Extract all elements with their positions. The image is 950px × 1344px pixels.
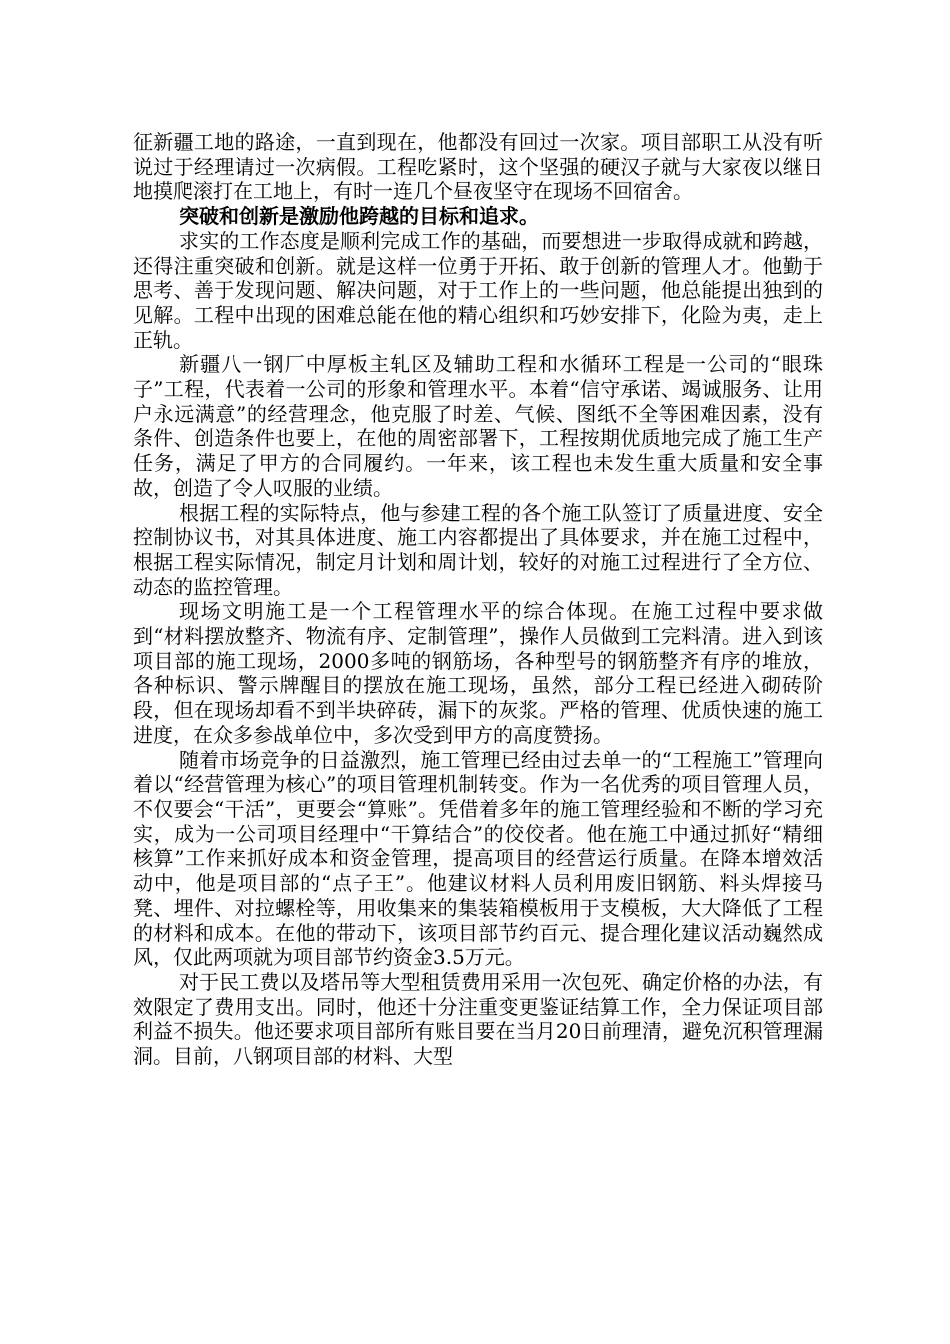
paragraph-3: 新疆八一钢厂中厚板主轧区及辅助工程和水循环工程是一公司的“眼珠子”工程，代表着一公司的形象和管理水平。本着“信守承诺、竭诚服务、让用户永远满意”的经营理念，他克服了时差、气候、图纸不全等困难因素，没有条件、创造条件也要上，在他的周密部署下，工程按期优质地完成了施工生产任务，满足了甲方的合同履约。一年来，该工程也未发生重大质量和安全事故，创造了令人叹服的业绩。 [133,352,823,500]
paragraph-2: 求实的工作态度是顺利完成工作的基础，而要想进一步取得成就和跨越，还得注重突破和创新。就是这样一位勇于开拓、敢于创新的管理人才。他勤于思考、善于发现问题、解决问题，对于工作上的一些问题，他总能提出独到的见解。工程中出现的困难总能在他的精心组织和巧妙安排下，化险为夷，走上正轨。 [133,228,823,352]
paragraph-4: 根据工程的实际特点，他与参建工程的各个施工队签订了质量进度、安全控制协议书，对其具体进度、施工内容都提出了具体要求，并在施工过程中，根据工程实际情况，制定月计划和周计划，较好的对施工过程进行了全方位、动态的监控管理。 [133,500,823,599]
paragraph-1: 征新疆工地的路途，一直到现在，他都没有回过一次家。项目部职工从没有听说过于经理请过一次病假。工程吃紧时，这个坚强的硬汉子就与大家夜以继日地摸爬滚打在工地上，有时一连几个昼夜坚守在现场不回宿舍。 [133,130,823,204]
document-body [133,130,823,1069]
paragraph-5: 现场文明施工是一个工程管理水平的综合体现。在施工过程中要求做到“材料摆放整齐、物流有序、定制管理”，操作人员做到工完料清。进入到该项目部的施工现场，2000多吨的钢筋场，各种型号的钢筋整齐有序的堆放，各种标识、警示牌醒目的摆放在施工现场，虽然，部分工程已经进入砌砖阶段，但在现场却看不到半块碎砖，漏下的灰浆。严格的管理、优质快速的施工进度，在众多参战单位中，多次受到甲方的高度赞扬。 [133,599,823,747]
paragraph-6: 随着市场竞争的日益激烈，施工管理已经由过去单一的“工程施工”管理向着以“经营管理为核心”的项目管理机制转变。作为一名优秀的项目管理人员，不仅要会“干活”，更要会“算账”。凭借着多年的施工管理经验和不断的学习充实，成为一公司项目经理中“干算结合”的佼佼者。他在施工中通过抓好“精细核算”工作来抓好成本和资金管理，提高项目的经营运行质量。在降本增效活动中，他是项目部的“点子王”。他建议材料人员利用废旧钢筋、料头焊接马凳、埋件、对拉螺栓等，用收集来的集装箱模板用于支模板，大大降低了工程的材料和成本。在他的带动下，该项目部节约百元、提合理化建议活动巍然成风，仅此两项就为项目部节约资金3.5万元。 [133,747,823,970]
section-heading: 突破和创新是激励他跨越的目标和追求。 [179,204,539,229]
paragraph-7: 对于民工费以及塔吊等大型租赁费用采用一次包死、确定价格的办法，有效限定了费用支出。同时，他还十分注重变更鉴证结算工作，全力保证项目部利益不损失。他还要求项目部所有账目要在当月20日前理清，避免沉积管理漏洞。目前，八钢项目部的材料、大型 [133,969,823,1069]
